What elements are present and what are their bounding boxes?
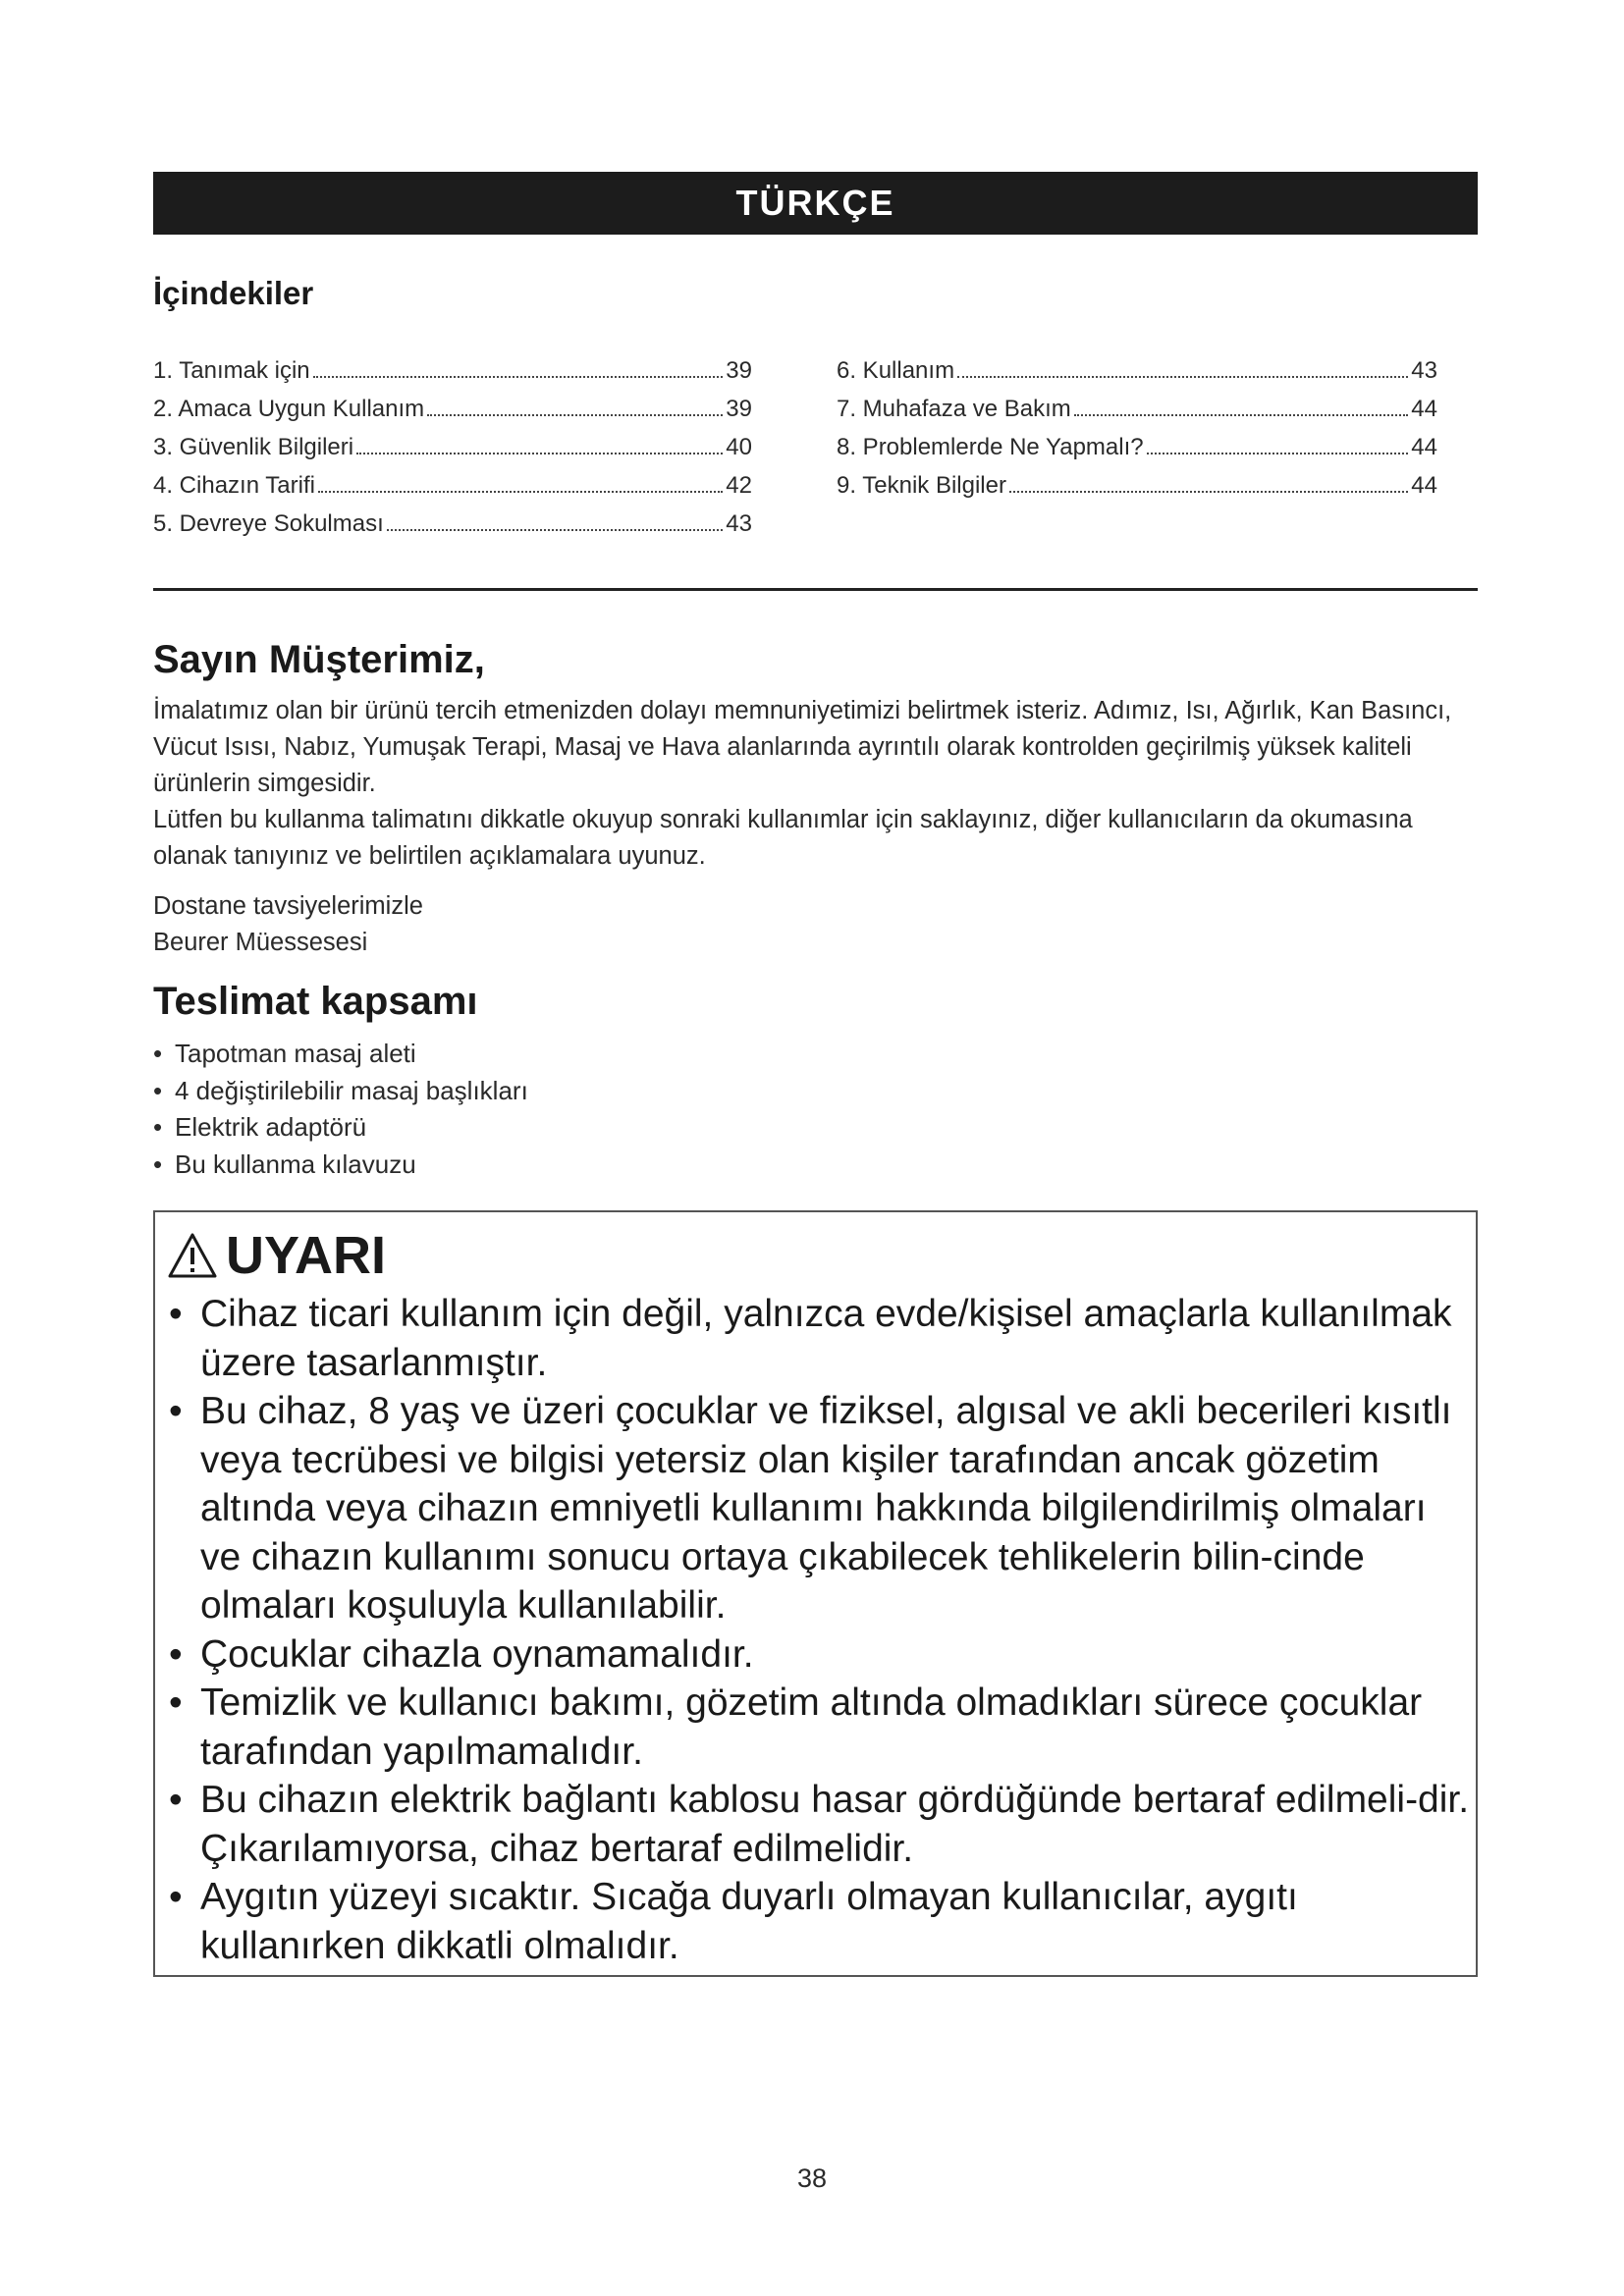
greeting-paragraph: Lütfen bu kullanma talimatını dikkatle okuyup sonraki kullanımlar için saklayınız, diğer kullanıcıların da okumasına olanak tanıyınız ve belirtilen açıklamalara uyunuz. (153, 806, 1413, 870)
warning-item: • Bu cihaz, 8 yaş ve üzeri çocuklar ve fiziksel, algısal ve akli becerileri kısıtlı veya tecrübesi ve bilgisi yetersiz olan kişiler tarafından ancak gözetim altında veya cihazın emniyetli kullanımı hakkında bilgilendirilmiş olmaları ve cihazın kullanımı sonucu ortaya çıkabilecek tehlikelerin bilin-cinde olmaları koşuluyla kullanılabilir. (169, 1387, 1475, 1630)
delivery-item: • Elektrik adaptörü (153, 1109, 528, 1147)
delivery-item: • 4 değiştirilebilir masaj başlıkları (153, 1073, 528, 1110)
toc-item-label: 4. Cihazın Tarifi (153, 472, 315, 499)
toc-leader-dots (356, 453, 723, 454)
toc-item-page: 43 (1411, 357, 1437, 384)
toc-item-page: 44 (1411, 472, 1437, 499)
delivery-list (153, 1036, 528, 1183)
toc-item-label: 8. Problemlerde Ne Yapmalı? (837, 434, 1144, 460)
toc-item-page: 44 (1411, 396, 1437, 422)
toc-leader-dots (957, 376, 1408, 378)
warning-item: • Çocuklar cihazla oynamamalıdır. (169, 1630, 1475, 1680)
toc-leader-dots (387, 529, 724, 531)
toc-item-page: 39 (726, 396, 752, 422)
toc-item[interactable] (153, 466, 752, 505)
toc-item-page: 40 (726, 434, 752, 460)
toc-item-page: 44 (1411, 434, 1437, 460)
section-divider (153, 588, 1478, 591)
toc-leader-dots (318, 491, 723, 493)
warning-item: • Aygıtın yüzeyi sıcaktır. Sıcağa duyarlı olmayan kullanıcılar, aygıtı kullanırken dikkatli olmalıdır. (169, 1873, 1475, 1970)
language-banner: TÜRKÇE (153, 172, 1478, 235)
signature-line: Dostane tavsiyelerimizle (153, 892, 423, 920)
toc-title: İçindekiler (153, 275, 314, 311)
toc-item-page: 43 (726, 510, 752, 537)
toc-item[interactable] (837, 351, 1437, 390)
warning-item: • Bu cihazın elektrik bağlantı kablosu hasar gördüğünde bertaraf edilmeli-dir. Çıkarılamıyorsa, cihaz bertaraf edilmelidir. (169, 1776, 1475, 1873)
toc-item-label: 2. Amaca Uygun Kullanım (153, 396, 425, 422)
toc-item[interactable] (837, 390, 1437, 428)
signature-line: Beurer Müessesesi (153, 929, 368, 956)
toc-item[interactable] (153, 428, 752, 466)
toc-item-label: 9. Teknik Bilgiler (837, 472, 1006, 499)
toc-item[interactable] (153, 351, 752, 390)
warning-triangle-icon (167, 1232, 218, 1279)
warning-item: • Cihaz ticari kullanım için değil, yalnızca evde/kişisel amaçlarla kullanılmak üzere tasarlanmıştır. (169, 1290, 1475, 1387)
greeting-body (153, 693, 1478, 961)
toc-item-page: 42 (726, 472, 752, 499)
warning-list (169, 1290, 1475, 1970)
toc-item-page: 39 (726, 357, 752, 384)
toc-leader-dots (1009, 491, 1408, 493)
warning-header (167, 1225, 386, 1286)
warning-item: • Temizlik ve kullanıcı bakımı, gözetim altında olmadıkları sürece çocuklar tarafından yapılmamalıdır. (169, 1679, 1475, 1776)
toc-item[interactable] (153, 505, 752, 543)
toc-item-label: 1. Tanımak için (153, 357, 310, 384)
toc-item-label: 7. Muhafaza ve Bakım (837, 396, 1071, 422)
toc-item-label: 6. Kullanım (837, 357, 955, 384)
toc-item-label: 3. Güvenlik Bilgileri (153, 434, 354, 460)
delivery-item: • Tapotman masaj aleti (153, 1036, 528, 1073)
greeting-paragraph: İmalatımız olan bir ürünü tercih etmenizden dolayı memnuniyetimizi belirtmek isteriz. Adımız, Isı, Ağırlık, Kan Basıncı, Vücut Isısı, Nabız, Yumuşak Terapi, Masaj ve Hava alanlarında ayrıntılı olarak kontrolden geçirilmiş yüksek kaliteli ürünlerin simgesidir. (153, 697, 1452, 797)
toc-leader-dots (1074, 414, 1409, 416)
greeting-heading: Sayın Müşterimiz, (153, 638, 485, 681)
delivery-item: • Bu kullanma kılavuzu (153, 1147, 528, 1184)
toc-leader-dots (1147, 453, 1409, 454)
toc-leader-dots (427, 414, 723, 416)
toc-right-column (837, 351, 1437, 505)
page-number: 38 (796, 2163, 828, 2193)
warning-title: UYARI (226, 1226, 387, 1285)
toc-item[interactable] (837, 466, 1437, 505)
toc-item[interactable] (837, 428, 1437, 466)
paragraph-spacer (153, 875, 1478, 888)
toc-item-label: 5. Devreye Sokulması (153, 510, 384, 537)
delivery-heading: Teslimat kapsamı (153, 980, 478, 1023)
toc-item[interactable] (153, 390, 752, 428)
toc-left-column (153, 351, 752, 543)
toc-leader-dots (313, 376, 724, 378)
